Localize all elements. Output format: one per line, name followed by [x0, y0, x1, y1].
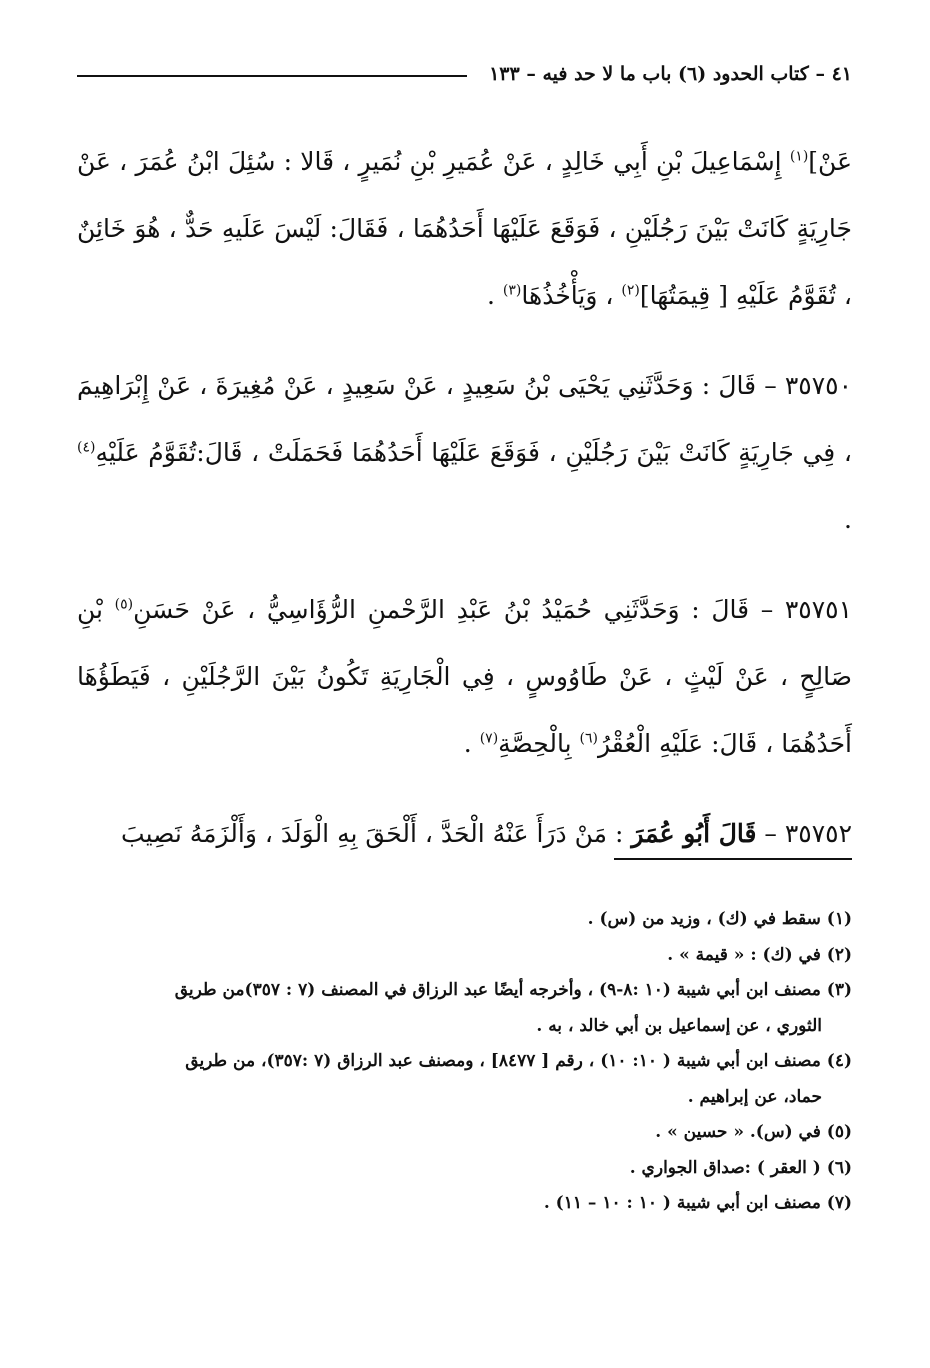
text-segment: .: [487, 281, 503, 310]
paragraph-continuation: [77, 128, 852, 329]
footnote-ref-7[interactable]: (٧): [479, 730, 499, 747]
footnote-2: [77, 938, 852, 974]
footnote-ref-1[interactable]: (١): [789, 148, 809, 165]
footnote-number: (٢): [826, 944, 852, 965]
footnote-text: سقط في (ك) ، وزيد من (س) .: [587, 909, 827, 929]
speaker-name: قَالَ أَبُو عُمَرَ: [631, 819, 757, 848]
hadith-number: ٣٥٧٥٢: [784, 819, 852, 848]
header-rule: [77, 75, 467, 77]
text-segment: إِسْمَاعِيلَ بْنِ أَبِي خَالِدٍ ، عَنْ عُمَيرِ بْنِ نُمَيرٍ ، قَالا : سُئِلَ ابْنُ عُمَرَ ، عَنْ جَارِيَةٍ كَانَتْ بَيْنَ رَجُلَيْنِ ، فَوَقَعَ عَلَيْهَا أَحَدُهُمَا ، فَقَالَ: لَيْسَ عَلَيهِ حَدٌّ ، هُوَ خَائِنٌ ، تُقَوَّمُ عَلَيْهِ [ قِيمَتُهَا]: [77, 147, 852, 310]
text-segment: – قَالَ : وَحَدَّثَنِي حُمَيْدُ بْنُ عَبْدِ الرَّحْمنِ الرُّؤَاسِيُّ ، عَنْ حَسَنِ: [133, 595, 785, 624]
footnote-continuation: حماد، عن إبراهيم .: [687, 1086, 822, 1107]
main-text: [77, 128, 852, 890]
text-segment: –: [756, 819, 785, 848]
footnote-text: ( العقر ) :صداق الجواري .: [629, 1157, 827, 1178]
footnote-5: [77, 1115, 852, 1151]
footnote-text: مصنف ابن أبي شيبة ( ١٠ : ١٠ – ١١) .: [543, 1193, 827, 1213]
running-header: [77, 56, 852, 92]
footnote-number: (٣): [826, 980, 852, 1000]
footnote-continuation: الثوري ، عن إسماعيل بن أبي خالد ، به .: [536, 1015, 822, 1036]
hadith-35752: [77, 800, 852, 867]
hadith-35750: [77, 352, 852, 553]
footnote-4: [77, 1044, 852, 1115]
footnote-3: [77, 973, 852, 1044]
footnote-6: [77, 1151, 852, 1187]
footnote-number: (٤): [826, 1051, 852, 1071]
footnote-number: (٧): [826, 1193, 852, 1213]
text-segment: .: [463, 729, 480, 758]
footnote-text: في (س). « حسين » .: [655, 1122, 827, 1142]
running-title: ٤١ – كتاب الحدود (٦) باب ما لا حد فيه – ١٣٣: [489, 63, 852, 85]
footnote-number: (١): [826, 909, 852, 929]
text-segment: .: [844, 505, 852, 534]
footnotes: [77, 902, 852, 1222]
text-segment: بِالْحِصَّةِ: [498, 729, 580, 758]
footnote-number: (٥): [826, 1122, 852, 1142]
text-segment: : مَنْ دَرَأَ عَنْهُ الْحَدَّ ، أَلْحَقَ بِهِ الْوَلَدَ ، وَأَلْزَمَهُ نَصِيبَ: [121, 819, 632, 848]
footnote-text: مصنف ابن أبي شيبة ( ١٠: ١٠) ، رقم [ ٨٤٧٧] ، ومصنف عبد الرزاق (٧ :٣٥٧)، من طريق: [185, 1051, 827, 1071]
footnote-number: (٦): [826, 1157, 852, 1178]
text-segment: عَنْ]: [808, 147, 852, 176]
footnote-ref-3[interactable]: (٣): [502, 282, 522, 299]
text-segment: – قَالَ : وَحَدَّثَنِي يَحْيَى بْنُ سَعِيدٍ ، عَنْ سَعِيدٍ ، عَنْ مُغِيرَةَ ، عَنْ إِبْرَاهِيمَ ، فِي جَارِيَةٍ كَانَتْ بَيْنَ رَجُلَيْنِ ، فَوَقَعَ عَلَيْهَا أَحَدُهُمَا فَحَمَلَتْ ، قَالَ:تُقَوَّمُ عَلَيْهِ: [77, 371, 852, 467]
footnote-ref-4[interactable]: (٤): [77, 439, 96, 456]
text-segment: بْنِ صَالِحٍ ، عَنْ لَيْثٍ ، عَنْ طَاوُوسٍ ، فِي الْجَارِيَةِ تَكُونُ بَيْنَ الرَّجُلَيْنِ ، فَيَطَؤُهَا أَحَدُهُمَا ، قَالَ: عَلَيْهِ الْعُقْرُ: [77, 595, 852, 758]
footnote-1: [77, 902, 852, 938]
hadith-35751: [77, 576, 852, 777]
footnote-ref-6[interactable]: (٦): [579, 730, 598, 747]
text-segment: ، وَيَأْخُذُهَا: [521, 281, 622, 310]
footnote-text: مصنف ابن أبي شيبة (١٠ :٨-٩) ، وأخرجه أيضًا عبد الرزاق في المصنف (٧ : ٣٥٧)من طريق: [174, 980, 827, 1000]
hadith-number: ٣٥٧٥٠: [784, 371, 852, 400]
footnote-text: في (ك) : « قيمة » .: [667, 944, 827, 965]
footnote-separator: [614, 858, 852, 860]
footnote-ref-5[interactable]: (٥): [114, 596, 134, 613]
footnote-ref-2[interactable]: (٢): [621, 282, 640, 299]
hadith-number: ٣٥٧٥١: [784, 595, 852, 624]
footnote-7: [77, 1186, 852, 1222]
